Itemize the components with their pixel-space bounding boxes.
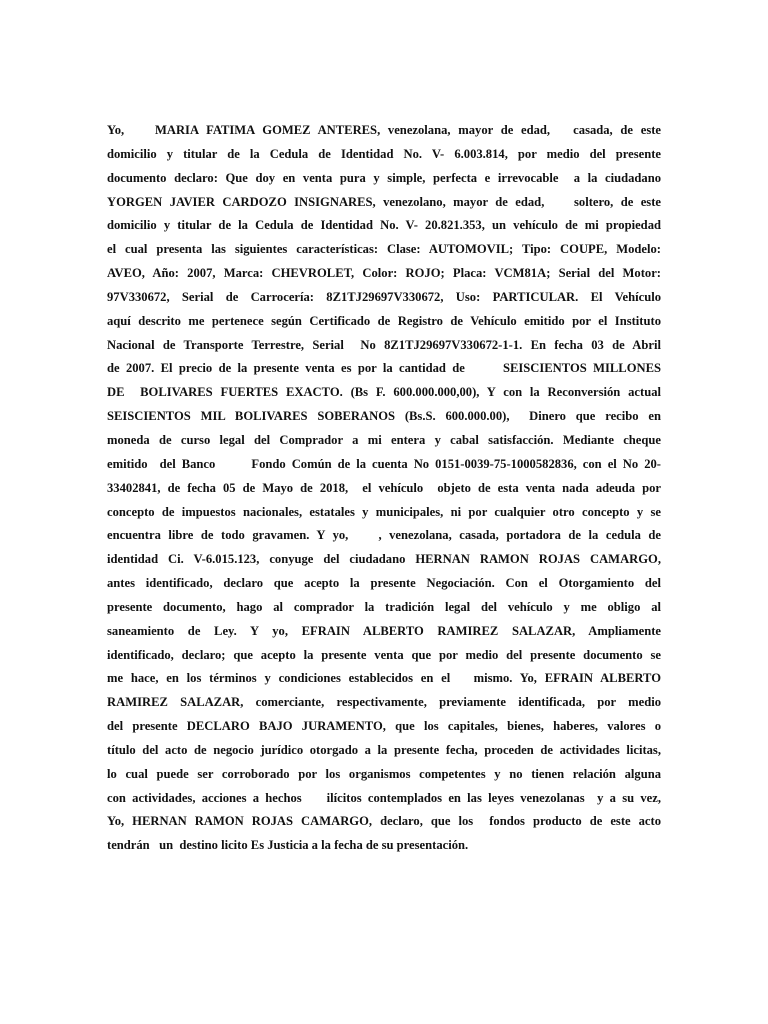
text-line: me hace, en los términos y condiciones establecidos en el mismo. Yo, EFRAIN ALBERTO [107,671,661,686]
text-line: aquí descrito me pertenece según Certificado de Registro de Vehículo emitido por el Instituto [107,313,661,328]
text-line: Nacional de Transporte Terrestre, Serial No 8Z1TJ29697V330672-1-1. En fecha 03 de Abril [107,337,661,352]
text-line: antes identificado, declaro que acepto la presente Negociación. Con el Otorgamiento del [107,576,661,591]
text-line: DE BOLIVARES FUERTES EXACTO. (Bs F. 600.000.000,00), Y con la Reconversión actual [107,385,661,400]
text-line-last: tendrán un destino licito Es Justicia a la fecha de su presentación. [107,838,469,853]
text-line: de 2007. El precio de la presente venta es por la cantidad de SEISCIENTOS MILLONES [107,361,661,376]
text-line: Yo, MARIA FATIMA GOMEZ ANTERES, venezolana, mayor de edad, casada, de este [107,123,661,137]
text-line: presente documento, hago al comprador la tradición legal del vehículo y me obligo al [107,599,661,614]
text-line: identificado, declaro; que acepto la presente venta que por medio del presente documento se [107,647,661,662]
text-line: RAMIREZ SALAZAR, comerciante, respectivamente, previamente identificada, por medio [107,695,661,710]
text-line: emitido del Banco Fondo Común de la cuenta No 0151-0039-75-1000582836, con el No 20- [107,456,661,471]
text-line: con actividades, acciones a hechos ilícitos contemplados en las leyes venezolanas y a su vez, [107,790,661,805]
text-line: título del acto de negocio jurídico otorgado a la presente fecha, proceden de actividades licitas, [107,742,661,757]
text-line: lo cual puede ser corroborado por los organismos competentes y no tienen relación alguna [107,766,661,781]
text-line: moneda de curso legal del Comprador a mi entera y cabal satisfacción. Mediante cheque [107,432,661,447]
text-line: concepto de impuestos nacionales, estatales y municipales, ni por cualquier otro concepto y se [107,504,661,519]
text-line: documento declaro: Que doy en venta pura y simple, perfecta e irrevocable a la ciudadano [107,170,661,185]
declaration-text [107,119,661,858]
text-line: Yo, HERNAN RAMON ROJAS CAMARGO, declaro, que los fondos producto de este acto [107,814,661,829]
text-line: YORGEN JAVIER CARDOZO INSIGNARES, venezolano, mayor de edad, soltero, de este [107,194,661,209]
text-line: identidad Ci. V-6.015.123, conyuge del ciudadano HERNAN RAMON ROJAS CAMARGO, [107,552,661,567]
text-line: AVEO, Año: 2007, Marca: CHEVROLET, Color: ROJO; Placa: VCM81A; Serial del Motor: [107,266,661,281]
text-line: 33402841, de fecha 05 de Mayo de 2018, el vehículo objeto de esta venta nada adeuda por [107,480,661,495]
text-line: del presente DECLARO BAJO JURAMENTO, que los capitales, bienes, haberes, valores o [107,719,661,734]
text-line: SEISCIENTOS MIL BOLIVARES SOBERANOS (Bs.S. 600.000.00), Dinero que recibo en [107,409,661,424]
text-line: saneamiento de Ley. Y yo, EFRAIN ALBERTO RAMIREZ SALAZAR, Ampliamente [107,623,661,638]
text-line: encuentra libre de todo gravamen. Y yo, , venezolana, casada, portadora de la cedula de [107,528,661,543]
text-line: domicilio y titular de la Cedula de Identidad No. V- 20.821.353, un vehículo de mi propiedad [107,218,661,233]
text-line: el cual presenta las siguientes características: Clase: AUTOMOVIL; Tipo: COUPE, Modelo: [107,242,661,257]
text-line: 97V330672, Serial de Carrocería: 8Z1TJ29697V330672, Uso: PARTICULAR. El Vehículo [107,289,661,304]
text-line: domicilio y titular de la Cedula de Identidad No. V- 6.003.814, por medio del presente [107,146,661,161]
